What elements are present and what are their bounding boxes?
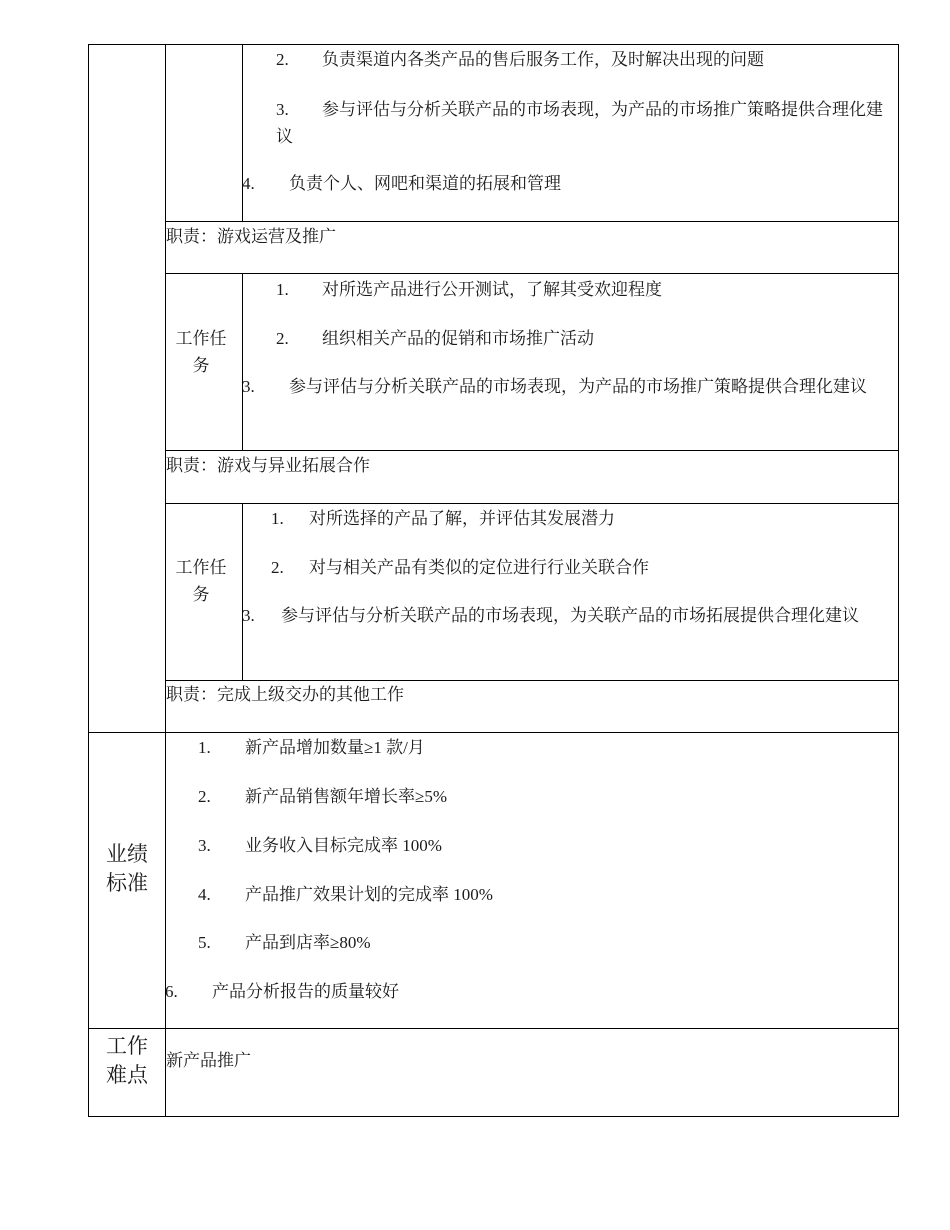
duty-heading: 职责：完成上级交办的其他工作 xyxy=(166,685,404,704)
duty-heading: 职责：游戏运营及推广 xyxy=(166,227,336,246)
difficulty-text: 新产品推广 xyxy=(166,1051,251,1070)
task-item: 1. 对所选择的产品了解，并评估其发展潜力 xyxy=(271,509,615,528)
task-item: 2. 组织相关产品的促销和市场推广活动 xyxy=(276,329,594,348)
task-item: 3. 参与评估与分析关联产品的市场表现，为产品的市场推广策略提供合理化建议 xyxy=(276,100,883,146)
performance-item: 2. 新产品销售额年增长率≥5% xyxy=(198,787,447,806)
task-item: 2. 对与相关产品有类似的定位进行行业关联合作 xyxy=(271,558,649,577)
performance-item: 1. 新产品增加数量≥1 款/月 xyxy=(198,738,425,757)
work-task-label: 工作任务 xyxy=(175,558,227,604)
performance-item: 6. 产品分析报告的质量较好 xyxy=(165,982,399,1001)
duty-heading: 职责：游戏与异业拓展合作 xyxy=(166,456,370,475)
performance-item: 3. 业务收入目标完成率 100% xyxy=(198,836,442,855)
difficulty-label: 工作难点 xyxy=(106,1034,148,1087)
performance-item: 5. 产品到店率≥80% xyxy=(198,933,371,952)
work-task-label: 工作任务 xyxy=(175,329,227,375)
performance-label: 业绩标准 xyxy=(106,842,148,895)
task-item: 4. 负责个人、网吧和渠道的拓展和管理 xyxy=(242,174,561,193)
performance-item: 4. 产品推广效果计划的完成率 100% xyxy=(198,885,493,904)
task-item: 2. 负责渠道内各类产品的售后服务工作，及时解决出现的问题 xyxy=(276,50,764,69)
task-item: 3. 参与评估与分析关联产品的市场表现，为产品的市场推广策略提供合理化建议 xyxy=(242,377,867,396)
task-item: 1. 对所选产品进行公开测试，了解其受欢迎程度 xyxy=(276,280,662,299)
task-item: 3. 参与评估与分析关联产品的市场表现，为关联产品的市场拓展提供合理化建议 xyxy=(242,606,859,625)
